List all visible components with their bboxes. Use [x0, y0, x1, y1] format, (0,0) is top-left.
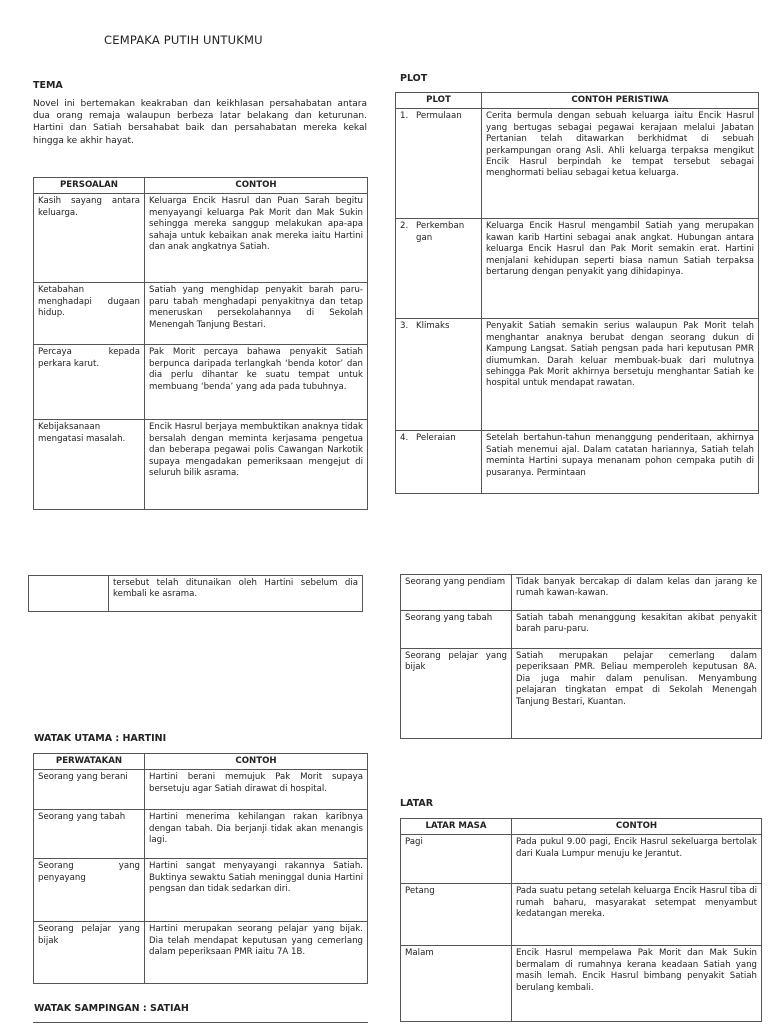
perwatakan-cell: Seorang pelajar yang bijak [34, 922, 145, 984]
stage-label: Permulaan [416, 111, 462, 122]
perwatakan-cell: Seorang pelajar yang bijak [401, 649, 512, 739]
contoh-cell: Encik Hasrul berjaya membuktikan anaknya tidak bersalah dengan meminta kerjasama pengetua dan beberapa pegawai polis Cawangan Narkotik supaya mengadakan pemeriksaan mengejut di seluruh bilik asrama. [145, 420, 368, 510]
contoh-cell: Pada suatu petang setelah keluarga Encik Hasrul tiba di rumah baharu, masyarakat setempat menyambut kedatangan mereka. [512, 884, 762, 946]
stage-label: Perkemban gan [416, 221, 465, 243]
contoh-cell: Hartini merupakan seorang pelajar yang bijak. Dia telah mendapat keputusan yang cemerlang dalam peperiksaan PMR iaitu 7A 1B. [145, 922, 368, 984]
contoh-cell: Encik Hasrul mempelawa Pak Morit dan Mak Sukin bermalam di rumahnya kerana keadaan Satiah yang masih lemah. Encik Hasrul bimbang penyakit Satiah berulang kembali. [512, 946, 762, 1022]
column-header: PERWATAKAN [34, 754, 145, 770]
perwatakan-cell: Seorang yang penyayang [34, 859, 145, 922]
contoh-cell: Pak Morit percaya bahawa penyakit Satiah berpunca daripada terlangkah ‘benda kotor’ dan dia perlu dihantar ke suatu tempat untuk membuang ‘benda’ yang ada pada tubuhnya. [145, 345, 368, 420]
table-header-row [401, 819, 762, 835]
perwatakan-cell: Seorang yang pendiam [401, 575, 512, 611]
plot-continuation-table [28, 575, 363, 612]
table-row [29, 576, 363, 612]
perwatakan-cell: Seorang yang tabah [34, 810, 145, 859]
plot-stage-cell [396, 219, 482, 319]
contoh-cell: Tidak banyak bercakap di dalam kelas dan jarang ke rumah kawan-kawan. [512, 575, 762, 611]
plot-table [395, 92, 759, 494]
table-row [34, 194, 368, 283]
hartini-heading: WATAK UTAMA : HARTINI [34, 733, 167, 744]
latar-masa-cell: Malam [401, 946, 512, 1022]
peristiwa-cell: Setelah bertahun-tahun menanggung penderitaan, akhirnya Satiah menemui ajal. Dalam catatan hariannya, Satiah telah meminta Hartini supaya menanam pohon cempaka putih di pusaranya. Permintaan [482, 431, 759, 494]
plot-stage-cell [396, 319, 482, 431]
table-row [34, 810, 368, 859]
tema-heading: TEMA [33, 80, 63, 91]
table-header-row [34, 178, 368, 194]
table-row [401, 575, 762, 611]
stage-number: 4. [400, 433, 409, 444]
table-row [34, 859, 368, 922]
table-row [401, 611, 762, 649]
contoh-cell: Hartini menerima kehilangan rakan karibnya dengan tabah. Dia berjanji tidak akan menangis lagi. [145, 810, 368, 859]
column-header: CONTOH [512, 819, 762, 835]
table-header-row [396, 93, 759, 109]
column-header: CONTOH [145, 754, 368, 770]
perwatakan-cell: Seorang yang tabah [401, 611, 512, 649]
column-header: CONTOH [145, 178, 368, 194]
contoh-cell: Satiah tabah menanggung kesakitan akibat penyakit barah paru-paru. [512, 611, 762, 649]
table-row [401, 946, 762, 1022]
stage-label: Peleraian [416, 433, 456, 444]
perwatakan-cell: Seorang yang berani [34, 770, 145, 810]
column-header: PLOT [396, 93, 482, 109]
peristiwa-continuation: tersebut telah ditunaikan oleh Hartini sebelum dia kembali ke asrama. [109, 576, 363, 612]
contoh-cell: Satiah merupakan pelajar cemerlang dalam peperiksaan PMR. Beliau memperoleh keputusan 8A. Dia juga mahir dalam penulisan. Menyambung pelajaran tingkatan empat di Sekolah Menengah Tanjung Bestari, Kuantan. [512, 649, 762, 739]
persoalan-cell: Kebijaksanaan mengatasi masalah. [34, 420, 145, 510]
tema-paragraph: Novel ini bertemakan keakraban dan keikhlasan persahabatan antara dua orang remaja walaupun berbeza latar belakang dan keturunan. Hartini dan Satiah bersahabat baik dan persahabatan mereka kekal hingga ke akhir hayat. [33, 99, 367, 146]
satiah-table [400, 574, 762, 739]
stage-label: Klimaks [416, 321, 450, 332]
contoh-cell: Hartini sangat menyayangi rakannya Satiah. Buktinya sewaktu Satiah meninggal dunia Hartini pengsan dan tidak sedarkan diri. [145, 859, 368, 922]
persoalan-cell: Percaya kepada perkara karut. [34, 345, 145, 420]
table-row [401, 884, 762, 946]
latar-table [400, 818, 762, 1022]
persoalan-cell: Kasih sayang antara keluarga. [34, 194, 145, 283]
table-row [396, 219, 759, 319]
persoalan-cell: Ketabahan menghadapi dugaan hidup. [34, 283, 145, 345]
table-header-row [34, 754, 368, 770]
persoalan-table [33, 177, 368, 510]
table-row [34, 420, 368, 510]
peristiwa-cell: Keluarga Encik Hasrul mengambil Satiah yang merupakan kawan karib Hartini sebagai anak angkat. Hubungan antara keluarga Encik Hasrul dan Pak Morit semakin erat. Hartini menjalani kehidupan seperti biasa namun Satiah terpaksa bertarung dengan penyakit yang dihidapinya. [482, 219, 759, 319]
plot-stage-cell [396, 431, 482, 494]
column-header: CONTOH PERISTIWA [482, 93, 759, 109]
peristiwa-cell: Cerita bermula dengan sebuah keluarga iaitu Encik Hasrul yang bertugas sebagai pegawai kerajaan melalui Jabatan Pertanian telah ditawarkan berkhidmat di sebuah perkampungan orang Asli. Ahli keluarga terpaksa mengikut Encik Hasrul berpindah ke tempat tersebut sebagai menghormati beliau sebagai ketua keluarga. [482, 109, 759, 219]
table-row [396, 109, 759, 219]
contoh-cell: Keluarga Encik Hasrul dan Puan Sarah begitu menyayangi keluarga Pak Morit dan Mak Sukin sehingga mereka sanggup melakukan apa-apa sahaja untuk kebaikan anak mereka iaitu Hartini dan anak angkatnya Satiah. [145, 194, 368, 283]
table-row [34, 770, 368, 810]
plot-heading: PLOT [400, 73, 428, 84]
empty-cell [29, 576, 109, 612]
column-header: PERSOALAN [34, 178, 145, 194]
table-row [34, 283, 368, 345]
contoh-cell: Satiah yang menghidap penyakit barah paru-paru tabah menghadapi penyakitnya dan tetap meneruskan persekolahannya di Sekolah Menengah Tanjung Bestari. [145, 283, 368, 345]
peristiwa-cell: Penyakit Satiah semakin serius walaupun Pak Morit telah menghantar anaknya berubat dengan seorang dukun di Kampung Langsat. Satiah pengsan pada hari keputusan PMR diumumkan. Darah keluar membuak-buak dari mulutnya sehingga Pak Morit akhirnya bersetuju menghantar Satiah ke hospital untuk mendapat rawatan. [482, 319, 759, 431]
column-header: LATAR MASA [401, 819, 512, 835]
table-row [401, 835, 762, 884]
table-row [396, 431, 759, 494]
table-row [396, 319, 759, 431]
document-title: CEMPAKA PUTIH UNTUKMU [104, 33, 263, 47]
stage-number: 2. [400, 221, 409, 232]
hartini-table [33, 753, 368, 984]
plot-stage-cell [396, 109, 482, 219]
table-top-border [33, 1022, 368, 1023]
table-row [401, 649, 762, 739]
stage-number: 3. [400, 321, 409, 332]
contoh-cell: Hartini berani memujuk Pak Morit supaya bersetuju agar Satiah dirawat di hospital. [145, 770, 368, 810]
contoh-cell: Pada pukul 9.00 pagi, Encik Hasrul sekeluarga bertolak dari Kuala Lumpur menuju ke Jerantut. [512, 835, 762, 884]
latar-masa-cell: Pagi [401, 835, 512, 884]
latar-heading: LATAR [400, 798, 434, 809]
table-row [34, 345, 368, 420]
satiah-heading: WATAK SAMPINGAN : SATIAH [34, 1003, 189, 1014]
stage-number: 1. [400, 111, 409, 122]
table-row [34, 922, 368, 984]
latar-masa-cell: Petang [401, 884, 512, 946]
